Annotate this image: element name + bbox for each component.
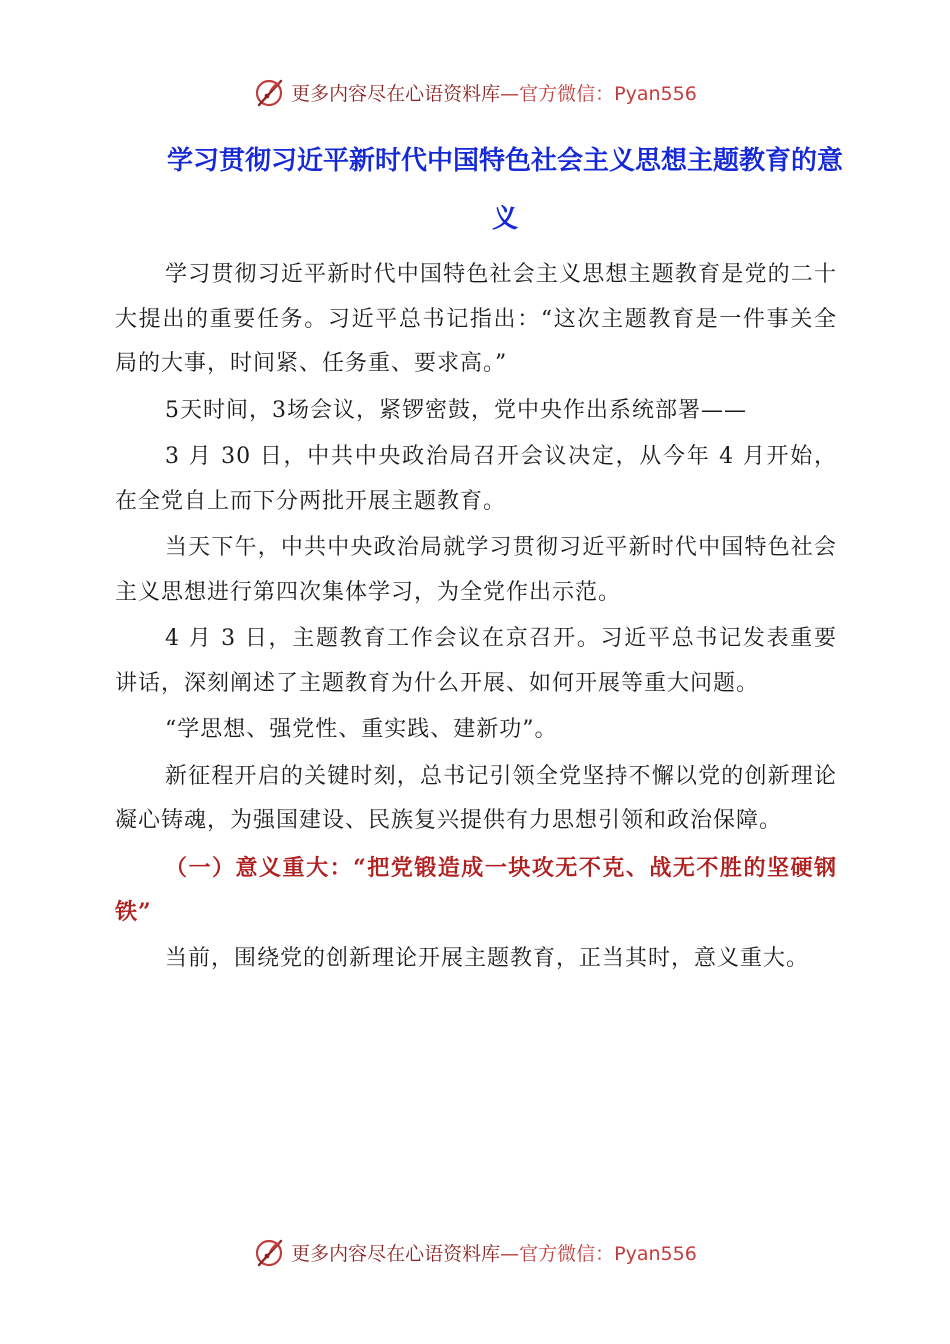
body-paragraph: 当前，围绕党的创新理论开展主题教育，正当其时，意义重大。	[165, 945, 810, 971]
footer-banner	[0, 1232, 950, 1272]
banner-dash: —	[500, 82, 520, 105]
quill-circle-logo	[253, 75, 287, 109]
banner-official-text: 官方微信：Pyan556	[519, 82, 697, 105]
quill-circle-logo	[253, 1235, 287, 1269]
body-paragraph: 5天时间，3场会议，紧锣密鼓，党中央作出系统部署——	[165, 397, 747, 423]
banner-dash: —	[500, 1242, 520, 1265]
document-title: 学习贯彻习近平新时代中国特色社会主义思想主题教育的意义	[166, 146, 843, 234]
banner-main-text: 更多内容尽在心语资料库	[291, 82, 501, 105]
document-body	[115, 253, 837, 983]
body-paragraph: 学习贯彻习近平新时代中国特色社会主义思想主题教育是党的二十大提出的重要任务。习近平总书记指出：“这次主题教育是一件事关全局的大事，时间紧、任务重、要求高。”	[115, 262, 837, 376]
body-paragraph: 3 月 30 日，中共中央政治局召开会议决定，从今年 4 月开始，在全党自上而下分两批开展主题教育。	[115, 444, 837, 514]
banner-text	[291, 1239, 697, 1266]
banner-text	[291, 79, 697, 106]
section-heading: （一）意义重大：“把党锻造成一块攻无不克、战无不胜的坚硬钢铁”	[115, 854, 837, 925]
body-paragraph: “学思想、强党性、重实践、建新功”。	[165, 717, 558, 742]
body-paragraph: 新征程开启的关键时刻，总书记引领全党坚持不懈以党的创新理论凝心铸魂，为强国建设、民族复兴提供有力思想引领和政治保障。	[115, 763, 837, 833]
banner-main-text: 更多内容尽在心语资料库	[291, 1242, 501, 1265]
body-paragraph: 4 月 3 日，主题教育工作会议在京召开。习近平总书记发表重要讲话，深刻阐述了主题教育为什么开展、如何开展等重大问题。	[115, 626, 837, 696]
header-banner	[0, 72, 950, 112]
banner-official-text: 官方微信：Pyan556	[519, 1242, 697, 1265]
body-paragraph: 当天下午，中共中央政治局就学习贯彻习近平新时代中国特色社会主义思想进行第四次集体学习，为全党作出示范。	[115, 535, 837, 605]
